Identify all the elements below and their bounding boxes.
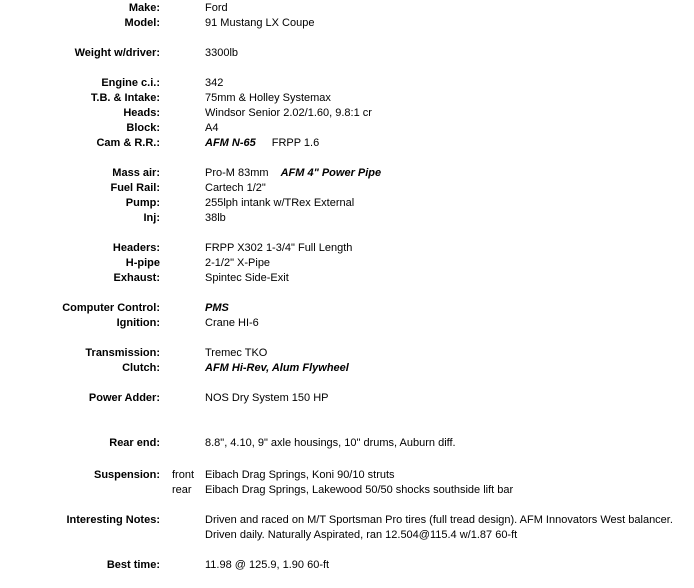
pump-label: Pump: <box>125 197 160 209</box>
make-label: Make: <box>128 2 160 14</box>
transmission-label: Transmission: <box>85 347 160 359</box>
cam-label: Cam & R.R.: <box>96 137 160 149</box>
mass-air-meter: Pro-M 83mm <box>205 167 269 179</box>
weight-label: Weight w/driver: <box>74 47 160 59</box>
headers-value: FRPP X302 1-3/4" Full Length <box>205 242 353 254</box>
heads-value: Windsor Senior 2.02/1.60, 9.8:1 cr <box>205 107 372 119</box>
best-time-label: Best time: <box>106 559 160 571</box>
suspension-label: Suspension: <box>93 469 160 481</box>
spec-row-rear-end <box>0 436 694 451</box>
rear-end-value: 8.8", 4.10, 9" axle housings, 10" drums, Auburn diff. <box>205 437 456 449</box>
h-pipe-label: H-pipe <box>125 257 160 269</box>
tb-intake-value: 75mm & Holley Systemax <box>205 92 331 104</box>
spec-row-h-pipe <box>0 256 694 271</box>
model-value: 91 Mustang LX Coupe <box>205 17 315 29</box>
headers-label: Headers: <box>112 242 160 254</box>
spec-row-block <box>0 121 694 136</box>
spec-row-clutch <box>0 361 694 376</box>
spec-row-pump <box>0 196 694 211</box>
spec-row-inj <box>0 211 694 226</box>
spec-row-mass-air <box>0 166 694 181</box>
suspension-front-label: front <box>172 469 195 481</box>
spec-row-best-time <box>0 558 694 573</box>
ignition-value: Crane HI-6 <box>205 317 259 329</box>
spec-row-ignition <box>0 316 694 331</box>
spec-row-cam <box>0 136 694 151</box>
spec-row-exhaust <box>0 271 694 286</box>
spec-row-transmission <box>0 346 694 361</box>
spec-row-power-adder <box>0 391 694 406</box>
weight-value: 3300lb <box>205 47 239 59</box>
mass-air-value <box>205 166 381 181</box>
spec-row-model <box>0 16 694 31</box>
tb-intake-label: T.B. & Intake: <box>90 92 160 104</box>
notes-line-1: Driven and raced on M/T Sportsman Pro tires (full tread design). AFM Innovators West balancer. <box>205 514 673 526</box>
exhaust-label: Exhaust: <box>113 272 160 284</box>
spec-row-engine-ci <box>0 76 694 91</box>
spec-row-computer <box>0 301 694 316</box>
suspension-rear-label: rear <box>172 484 192 496</box>
block-label: Block: <box>126 122 160 134</box>
cam-value <box>205 136 319 151</box>
rear-end-label: Rear end: <box>109 437 160 449</box>
spec-row-tb-intake <box>0 91 694 106</box>
mass-air-label: Mass air: <box>112 167 160 179</box>
spec-row-suspension-rear <box>0 483 694 498</box>
spec-row-weight <box>0 46 694 61</box>
block-value: A4 <box>205 122 219 134</box>
notes-line-2: Driven daily. Naturally Aspirated, ran 12.504@115.4 w/1.87 60-ft <box>205 529 518 541</box>
engine-ci-label: Engine c.i.: <box>101 77 160 89</box>
spec-row-heads <box>0 106 694 121</box>
spec-row-fuel-rail <box>0 181 694 196</box>
clutch-value: AFM Hi-Rev, Alum Flywheel <box>205 362 349 374</box>
fuel-rail-label: Fuel Rail: <box>110 182 160 194</box>
best-time-value: 11.98 @ 125.9, 1.90 60-ft <box>205 559 330 571</box>
spec-row-notes-2 <box>0 528 694 543</box>
spec-row-headers <box>0 241 694 256</box>
ignition-label: Ignition: <box>116 317 160 329</box>
inj-label: Inj: <box>143 212 160 224</box>
model-label: Model: <box>124 17 160 29</box>
power-adder-value: NOS Dry System 150 HP <box>205 392 329 404</box>
rocker-value: FRPP 1.6 <box>271 137 320 149</box>
fuel-rail-value: Cartech 1/2" <box>205 182 266 194</box>
pump-value: 255lph intank w/TRex External <box>205 197 355 209</box>
spec-row-make <box>0 1 694 16</box>
power-adder-label: Power Adder: <box>88 392 160 404</box>
computer-value: PMS <box>205 302 229 314</box>
spec-row-notes-1 <box>0 513 694 528</box>
exhaust-value: Spintec Side-Exit <box>205 272 289 284</box>
mass-air-highlight: AFM 4" Power Pipe <box>280 167 382 179</box>
make-value: Ford <box>205 2 228 14</box>
spec-row-suspension-front <box>0 468 694 483</box>
suspension-front-value: Eibach Drag Springs, Koni 90/10 struts <box>205 469 395 481</box>
heads-label: Heads: <box>123 107 160 119</box>
clutch-label: Clutch: <box>122 362 160 374</box>
suspension-rear-value: Eibach Drag Springs, Lakewood 50/50 shocks southside lift bar <box>205 484 514 496</box>
transmission-value: Tremec TKO <box>205 347 268 359</box>
notes-label: Interesting Notes: <box>66 514 160 526</box>
inj-value: 38lb <box>205 212 226 224</box>
cam-highlight: AFM N-65 <box>205 137 256 149</box>
computer-label: Computer Control: <box>62 302 160 314</box>
engine-ci-value: 342 <box>205 77 224 89</box>
h-pipe-value: 2-1/2" X-Pipe <box>205 257 271 269</box>
